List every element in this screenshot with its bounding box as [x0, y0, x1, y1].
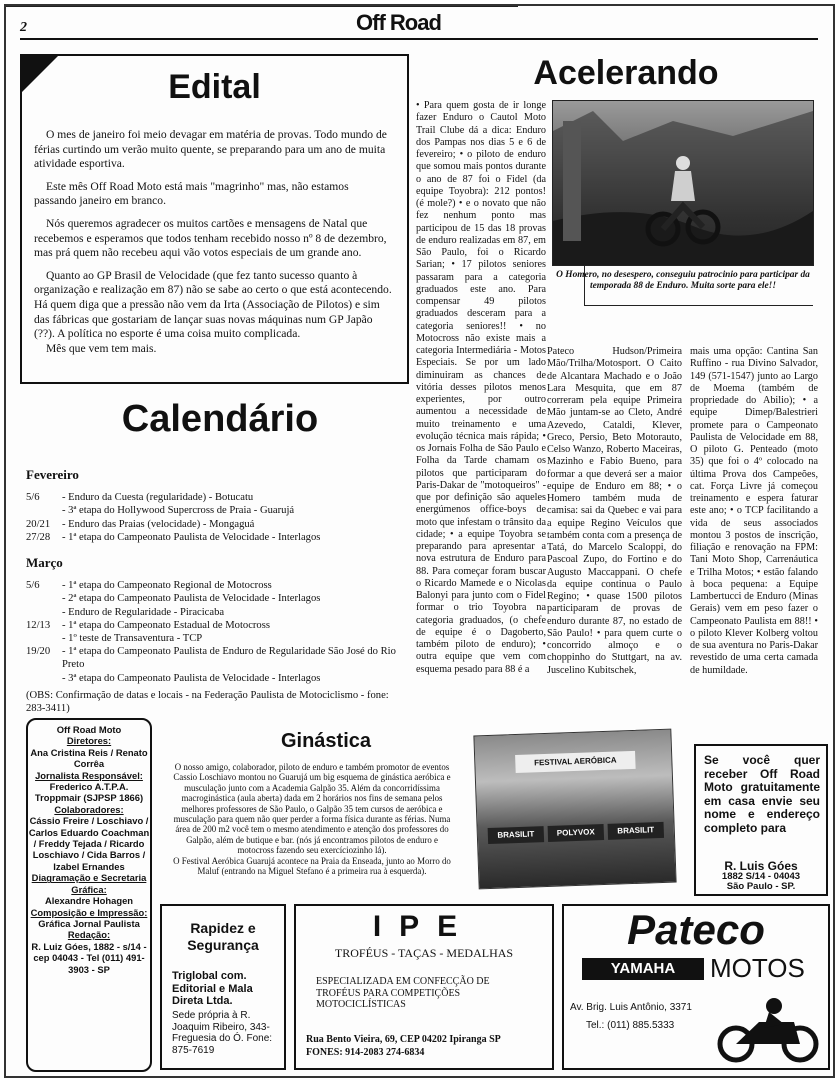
event-text: - 1ª etapa do Campeonato Estadual de Motocross: [62, 619, 270, 631]
pateco-ad: [562, 904, 830, 1070]
event-text: - Enduro das Praias (velocidade) - Mongaguá: [62, 518, 255, 530]
calendar-row: [26, 531, 406, 544]
edital-box: [20, 54, 409, 384]
pateco-name: Pateco: [627, 906, 765, 953]
festival-banner: FESTIVAL AERÓBICA: [515, 751, 636, 773]
event-date: 20/21: [26, 518, 51, 530]
section-divider: [6, 6, 518, 7]
staff-box: [26, 718, 152, 1072]
event-date: 19/20: [26, 646, 51, 658]
event-text: - 3ª etapa do Hollywood Supercross de Praia - Guarujá: [62, 505, 295, 517]
ginastica-title: Ginástica: [280, 730, 372, 752]
acelerando-text-3: mais uma opção: Cantina San Ruffino - rua Divino Salvador, 149 (571-1547) junto ao Largo de Moema (também de propriedade do Abilio); • a equipe Dimep/Balestrieri promete para o Campeonato Paulista de Velocidade em 88, O piloto G. Penteado (moto 35) que foi o 4º colocado na última Prova dos Campeões, cat. Força Livre já começou treinamento e espera faturar este ano; • o TCP facilitando a vida de seus associados montou 3 postos de inscrição, filiação e renovação na FPM: Tani Moto Shop, Carrenáutica e Trilha Motos; • estão falando à boca pequena: a Equipe Lambertucci de Enduro (Minas Gerais) vem em peso fazer o Campeonato Paulista em 88!! • o piloto Klever Kolberg voltou de sua aventura no Paris-Dakar revestido de uma certa camada de humildade.: [690, 346, 818, 676]
event-text: - Enduro da Cuesta (regularidade) - Botucatu: [62, 492, 254, 504]
subscribe-address-2: São Paulo - SP.: [726, 881, 796, 892]
staff-heading: Colaboradores:: [54, 803, 124, 815]
calendar-row: [26, 645, 406, 671]
event-date: [26, 592, 62, 605]
sponsor-label: POLYVOX: [548, 824, 605, 842]
event-text: - 1º teste de Transaventura - TCP: [62, 633, 203, 645]
staff-names: Alexandre Hohagen: [44, 895, 134, 907]
ginastica-text: [170, 762, 454, 876]
motorcycle-rider-icon: [553, 101, 813, 265]
edital-paragraph-2: Este mês Off Road Moto está mais "magrinho" mas, não estamos passando janeiro em branco.: [34, 179, 349, 208]
yamaha-label: YAMAHA: [610, 960, 676, 977]
month-february: Fevereiro: [26, 467, 79, 482]
sponsor-label: BRASILIT: [488, 826, 545, 844]
staff-heading: Diretores:: [66, 735, 112, 747]
motos-label: MOTOS: [710, 953, 805, 983]
subscribe-box: [694, 744, 828, 896]
ipe-phones: FONES: 914-2083 274-6834: [306, 1047, 425, 1058]
event-text: - 2ª etapa do Campeonato Paulista de Velocidade - Interlagos: [62, 593, 321, 605]
yamaha-logo: [582, 958, 704, 980]
pateco-address: Av. Brig. Luis Antônio, 3371: [570, 1002, 692, 1013]
month-march: Março: [26, 555, 63, 571]
ipe-ad: [294, 904, 554, 1070]
staff-names: Frederico A.T.P.A. Troppmair (SJPSP 1866): [34, 781, 144, 804]
event-date: 27/28: [26, 531, 51, 543]
acelerando-text-1: • Para quem gosta de ir longe fazer Enduro o Cautol Moto Trail Clube dá a dica: Enduro dos Pampas nos dias 5 e 6 de fevereiro; • o piloto de enduro que somou mais pontos durante o ano de 87 foi o Fidel (da equipe Toyobra): 212 pontos! (é mole?) • e o novato que não fez nenhum ponto mas participou de 15 das 18 provas de enduro realizadas em 87, em São Paulo, foi o Ricardo Sarian; • 17 pilotos seniores passaram para a categoria graduados este ano. Para compensar 49 pilotos graduados desceram para a categoria seniores!! • no Motocross não existe mais a categoria Intermediária - Motos Especiais. Se por um lado diminuiram as chances de vitória desses pilotos menos experientes, por outro aumentou a necessidade de muito treinamento e uma evolução técnica mais rápida; • os Jornais Folha de São Paulo e Folha da Tarde chamam os pilotos que participaram do Paris-Dakar de "motoqueiros" - que por definição são aqueles energúmenos office-boys de moto que infestam o trânsito da cidade; • a equipe Toyobra se preparando para apresentar a nova estrutura de Enduro para 88. Para começar foram buscar o Ricardo Mamede e o Nicolas Balonyi para junto com o Fidel formar o trio Toyobra na categoria graduados, (o chefe de equipe é o Dagoberto, também piloto de enduro); • outra equipe que vem com esquema pesado para 88 é a: [416, 100, 546, 675]
edital-paragraph-1: O mes de janeiro foi meio devagar em matéria de provas. Todo mundo de férias curtindo um verão muito quente, se preparando para um ano de muita atividade esportiva.: [34, 128, 387, 171]
event-date: [26, 606, 62, 619]
calendar-note: (OBS: Confirmação de datas e locais - na Federação Paulista de Motociclismo - fone: 283-3411): [26, 689, 389, 715]
triglobal-headline: Rapidez e Segurança: [187, 920, 259, 953]
ipe-address: Rua Bento Vieira, 69, CEP 04202 Ipiranga SP: [306, 1034, 501, 1045]
calendar-row: [26, 579, 406, 592]
pateco-tel: Tel.: (011) 885.5333: [586, 1020, 675, 1031]
edital-body: [34, 128, 392, 364]
event-text: - Enduro de Regularidade - Piracicaba: [62, 606, 225, 618]
event-date: 5/6: [26, 492, 40, 504]
event-date: [26, 632, 62, 645]
event-text: - 1ª etapa do Campeonato Paulista de Enduro de Regularidade São José do Rio Preto: [62, 646, 396, 671]
event-date: 5/6: [26, 580, 40, 592]
triglobal-company: Triglobal com. Editorial e Mala Direta Ltda.: [172, 970, 253, 1007]
triglobal-ad: [160, 904, 286, 1070]
newspaper-page: [4, 4, 835, 1078]
edital-paragraph-5: Mês que vem tem mais.: [46, 341, 157, 355]
edital-title: Edital: [168, 68, 261, 106]
calendar-row: [26, 619, 406, 632]
motorcycle-icon: [714, 994, 822, 1064]
acelerando-column-1: [416, 100, 546, 676]
staff-heading: Composição e Impressão:: [30, 906, 148, 918]
acelerando-column-2: [547, 346, 682, 677]
staff-title: Off Road Moto: [56, 724, 122, 735]
calendar-row: [26, 606, 406, 619]
staff-names: Cássio Freire / Loschiavo / Carlos Eduardo Coachman / Freddy Tejada / Ricardo Loschiavo / Cida Barros / Izabel Ernandes: [28, 815, 150, 872]
event-date: [26, 672, 62, 685]
masthead-logo: Off Road: [356, 10, 441, 35]
calendar-row: [26, 592, 406, 605]
staff-names: R. Luiz Góes, 1882 - s/14 - cep 04043 - Tel (011) 491-3903 - SP: [31, 940, 147, 975]
photo-caption: O Homero, no desespero, conseguiu patrocinio para participar da temporada 88 de Enduro. Muita sorte para ele!!: [556, 270, 810, 291]
ipe-logo: IPE: [372, 910, 476, 943]
page-number: 2: [20, 20, 27, 35]
staff-heading: Jornalista Responsável:: [35, 769, 143, 781]
calendario-title: Calendário: [121, 398, 319, 440]
calendar-row: [26, 632, 406, 645]
ipe-description: ESPECIALIZADA EM CONFECÇÃO DE TROFÉUS PARA COMPETIÇÕES MOTOCICLÍSTICAS: [316, 976, 490, 1010]
header-rule: [20, 38, 818, 40]
rider-photo: [552, 100, 814, 266]
calendar-row: [26, 491, 406, 504]
staff-names: Ana Cristina Reis / Renato Corrêa: [30, 746, 148, 770]
event-text: - 1ª etapa do Campeonato Paulista de Velocidade - Interlagos: [62, 531, 321, 543]
event-date: 12/13: [26, 619, 51, 631]
acelerando-text-2: Pateco Hudson/Primeira Mão/Trilha/Motosport. O Caito de Alcantara Machado e o João Lara Mesquita, que em 87 correram pela equipe Primeira Mão juntam-se ao Cleto, André Azevedo, Cataldi, Klever, Greco, Persio, Beto Motorauto, Celso Wanzo, Roberto Maceiras, Mazinho e Fabio Bueno, para formar a que deverá ser a maior equipe de Enduro em 88; • o Homero também muda de camisa: sai da Quebec e vai para a equipe Regino Veículos que também conta com a presença de Tatá, do Marcelo Scaloppi, do Pascoal Zupo, do Fortino e do Augusto Maccappani. O chefe da equipe continua o Paulo Regino; • quase 1500 pilotos participaram de provas de enduro durante 87, no estado de São Paulo! • para quem curte o concorrido almoço e o choppinho do Stuttgart, na av. Juscelino Kubitschek,: [547, 346, 682, 676]
subscribe-address-1: 1882 S/14 - 04043: [721, 871, 801, 882]
staff-names: Gráfica Jornal Paulista: [38, 917, 140, 929]
sponsor-strip: [488, 822, 664, 844]
acelerando-column-3: [690, 346, 818, 677]
sponsor-label: BRASILIT: [608, 822, 665, 840]
edital-paragraph-4: Quanto ao GP Brasil de Velocidade (que fez tanto sucesso quanto à organização e realização em 87) não se sabe ao certo o que está acontecendo. Há quem diga que a pressão não vem da Irta (Associação de Pilotos) e sim das fábricas que gostariam de lançar suas novas máquinas num GP Japão (??). A política no esporte é uma coisa muito complicada.: [34, 268, 392, 341]
event-date: [26, 504, 62, 517]
calendar-row: [26, 518, 406, 531]
subscribe-text: Se você quer receber Off Road Moto gratuitamente em casa envie seu nome e endereço completo para: [704, 753, 820, 835]
ginastica-paragraph-2: O Festival Aeróbica Guarujá acontece na Praia da Enseada, junto ao Morro do Maluf (entrando na Miguel Stefano é a primeira rua à esquerda).: [173, 855, 451, 877]
calendar-row: [26, 672, 406, 685]
staff-heading: Diagramação e Secretaria Gráfica:: [31, 872, 147, 895]
event-text: - 1ª etapa do Campeonato Regional de Motocross: [62, 580, 272, 592]
triglobal-address: Sede própria à R. Joaquim Ribeiro, 343- Freguesia do Ó. Fone: 875-7619: [172, 1010, 273, 1056]
festival-photo: [473, 729, 676, 890]
ipe-tagline: TROFÉUS - TAÇAS - MEDALHAS: [334, 946, 514, 960]
calendar-row: [26, 504, 406, 517]
subscribe-name: R. Luis Góes: [724, 859, 798, 873]
staff-heading: Redação:: [67, 929, 111, 941]
edital-paragraph-3: Nós queremos agradecer os muitos cartões e mensagens de Natal que recebemos e esperamos que todos tenham recebido nosso nº 8 de dezembro, mas prá quem não recebeu aqui vão votos especiais de um grande ano.: [34, 216, 387, 260]
calendario-list: [26, 462, 406, 715]
ginastica-paragraph-1: O nosso amigo, colaborador, piloto de enduro e também promotor de eventos Cassio Loschiavo montou no Guarujá um big esquema de ginástica aeróbica e musculação junto com a Academia Galpão 35. Além da concorridíssima macroginástica (aula aberta) dada em 2 horários nos fins de semana pelos melhores professores de São Paulo, o Galpão 35 tem cursos de aeróbica e musculação para quem não quer perder a forma física durante as férias. Numa área de 200 m2 você tem o mesmo atendimento e atenção dos professores do Galpão, além de butique e bar. (nós já encontramos pilotos de enduro e motocross fazendo seu exercíciozinho lá).: [173, 762, 451, 856]
acelerando-title: Acelerando: [533, 54, 719, 92]
event-text: - 3ª etapa do Campeonato Paulista de Velocidade - Interlagos: [62, 672, 321, 684]
